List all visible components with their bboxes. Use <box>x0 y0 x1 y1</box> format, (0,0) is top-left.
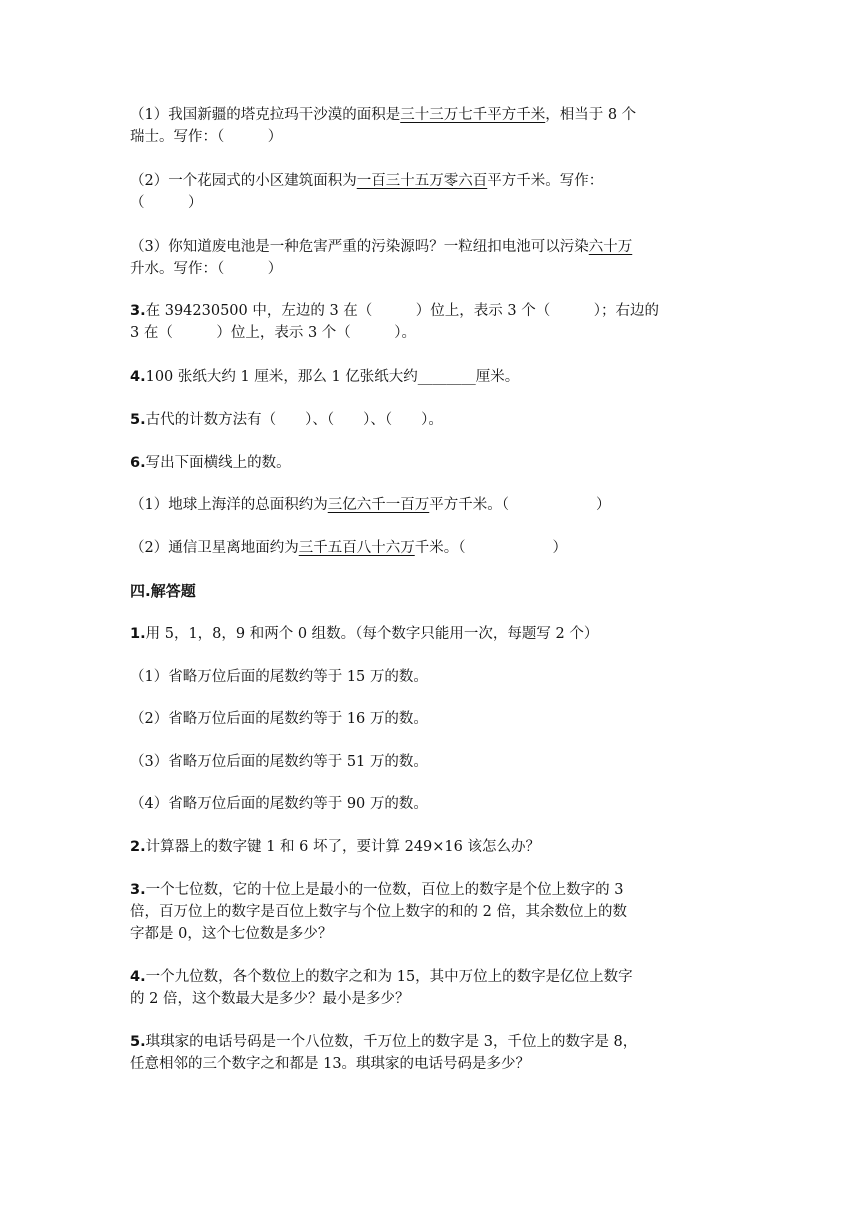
a3-line1: 3.一个七位数，它的十位上是最小的一位数，百位上的数字是个位上数字的 3 <box>130 882 624 898</box>
q6-sub2-underlined: 三千五百八十六万 <box>298 540 415 556</box>
q2-sub1-underlined: 三十三万七千平方千米 <box>400 107 546 123</box>
q2-sub1-line1: （1）我国新疆的塔克拉玛干沙漠的面积是三十三万七千平方千米，相当于 8 个 <box>130 107 637 123</box>
a1-sub2: （2）省略万位后面的尾数约等于 16 万的数。 <box>130 711 428 727</box>
q6-sub1-underlined: 三亿六千一百万 <box>327 497 430 513</box>
q2-sub2-line2: （ ） <box>130 195 203 211</box>
q6-sub1: （1）地球上海洋的总面积约为三亿六千一百万平方千米。（ ） <box>130 497 611 513</box>
a5-line2: 任意相邻的三个数字之和都是 13。琪琪家的电话号码是多少？ <box>130 1056 531 1072</box>
a4-line2: 的 2 倍，这个数最大是多少？最小是多少？ <box>130 991 410 1007</box>
q2-sub3-line1: （3）你知道废电池是一种危害严重的污染源吗？一粒纽扣电池可以污染六十万 <box>130 239 633 255</box>
a1-sub1: （1）省略万位后面的尾数约等于 15 万的数。 <box>130 669 428 685</box>
a3-line2: 倍，百万位上的数字是百位上数字与个位上数字的和的 2 倍，其余数位上的数 <box>130 904 627 920</box>
a3-line3: 字都是 0，这个七位数是多少？ <box>130 926 333 942</box>
q6-text: 6.写出下面横线上的数。 <box>130 455 291 471</box>
a2-text: 2.计算器上的数字键 1 和 6 坏了，要计算 249×16 该怎么办？ <box>130 839 540 855</box>
q5-text: 5.古代的计数方法有（ ）、（ ）、（ ）。 <box>130 412 443 428</box>
section-heading: 四.解答题 <box>130 582 196 600</box>
a1-text: 1.用 5，1，8，9 和两个 0 组数。（每个数字只能用一次，每题写 2 个） <box>130 626 599 642</box>
a5-line1: 5.琪琪家的电话号码是一个八位数，千万位上的数字是 3，千位上的数字是 8， <box>130 1034 638 1050</box>
q2-sub1-line2: 瑞士。写作：（ ） <box>130 129 283 145</box>
q3-line2: 3 在（ ）位上，表示 3 个（ ）。 <box>130 325 417 341</box>
q3-line1: 3.在 394230500 中，左边的 3 在（ ）位上，表示 3 个（ ）；右边的 <box>130 303 659 319</box>
q2-sub3-line2: 升水。写作：（ ） <box>130 261 283 277</box>
q2-sub3-underlined: 六十万 <box>588 239 633 255</box>
q2-sub2-line1: （2）一个花园式的小区建筑面积为一百三十五万零六百平方千米。写作： <box>130 173 604 189</box>
q6-sub2: （2）通信卫星离地面约为三千五百八十六万千米。（ ） <box>130 540 567 556</box>
q4-text: 4.100 张纸大约 1 厘米，那么 1 亿张纸大约________厘米。 <box>130 369 520 385</box>
a4-line1: 4.一个九位数，各个数位上的数字之和为 15，其中万位上的数字是亿位上数字 <box>130 969 633 985</box>
a1-sub3: （3）省略万位后面的尾数约等于 51 万的数。 <box>130 754 428 770</box>
a1-sub4: （4）省略万位后面的尾数约等于 90 万的数。 <box>130 796 428 812</box>
q2-sub2-underlined: 一百三十五万零六百 <box>356 173 488 189</box>
